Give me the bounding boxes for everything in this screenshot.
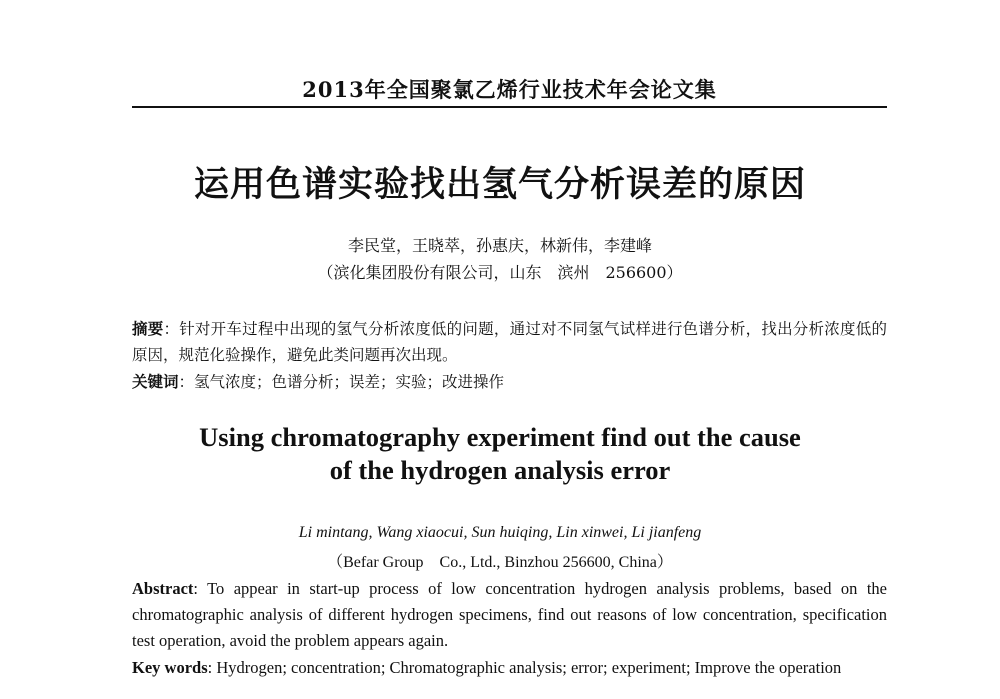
chinese-abstract-text: ：针对开车过程中出现的氢气分析浓度低的问题，通过对不同氢气试样进行色谱分析，找出分析浓度低的原因，规范化验操作，避免此类问题再次出现。: [132, 320, 887, 364]
chinese-keywords-label: 关键词: [132, 372, 179, 391]
english-title-line2: of the hydrogen analysis error: [329, 455, 671, 485]
chinese-abstract: [132, 316, 887, 368]
english-abstract: [132, 576, 887, 654]
english-keywords: [132, 655, 887, 681]
english-title: [0, 421, 1000, 487]
chinese-authors: 李民堂，王晓萃，孙惠庆，林新伟，李建峰: [347, 236, 652, 255]
english-authors: Li mintang, Wang xiaocui, Sun huiqing, Lin xinwei, Li jianfeng: [298, 524, 702, 541]
english-keywords-label: Key words: [132, 658, 208, 677]
header-rule: [132, 106, 887, 108]
english-title-line1: Using chromatography experiment find out the cause: [199, 422, 801, 452]
english-abstract-text: : To appear in start-up process of low concentration hydrogen analysis problems, based on the chromatographic analysis of different hydrogen specimens, find out reasons of low concentration, specification test operation, avoid the problem appears again.: [132, 579, 887, 650]
english-affiliation: （Befar Group Co., Ltd., Binzhou 256600, China）: [327, 554, 673, 571]
running-head: 2013年全国聚氯乙烯行业技术年会论文集: [302, 77, 717, 102]
chinese-abstract-label: 摘要: [132, 319, 164, 338]
chinese-title: 运用色谱实验找出氢气分析误差的原因: [193, 165, 806, 205]
chinese-keywords-text: ：氢气浓度；色谱分析；误差；实验；改进操作: [178, 373, 505, 391]
english-keywords-text: : Hydrogen; concentration; Chromatographic analysis; error; experiment; Improve the operation: [207, 658, 842, 677]
chinese-keywords: [132, 369, 887, 395]
english-abstract-label: Abstract: [132, 579, 194, 598]
chinese-affiliation: （滨化集团股份有限公司，山东 滨州 256600）: [317, 263, 683, 282]
